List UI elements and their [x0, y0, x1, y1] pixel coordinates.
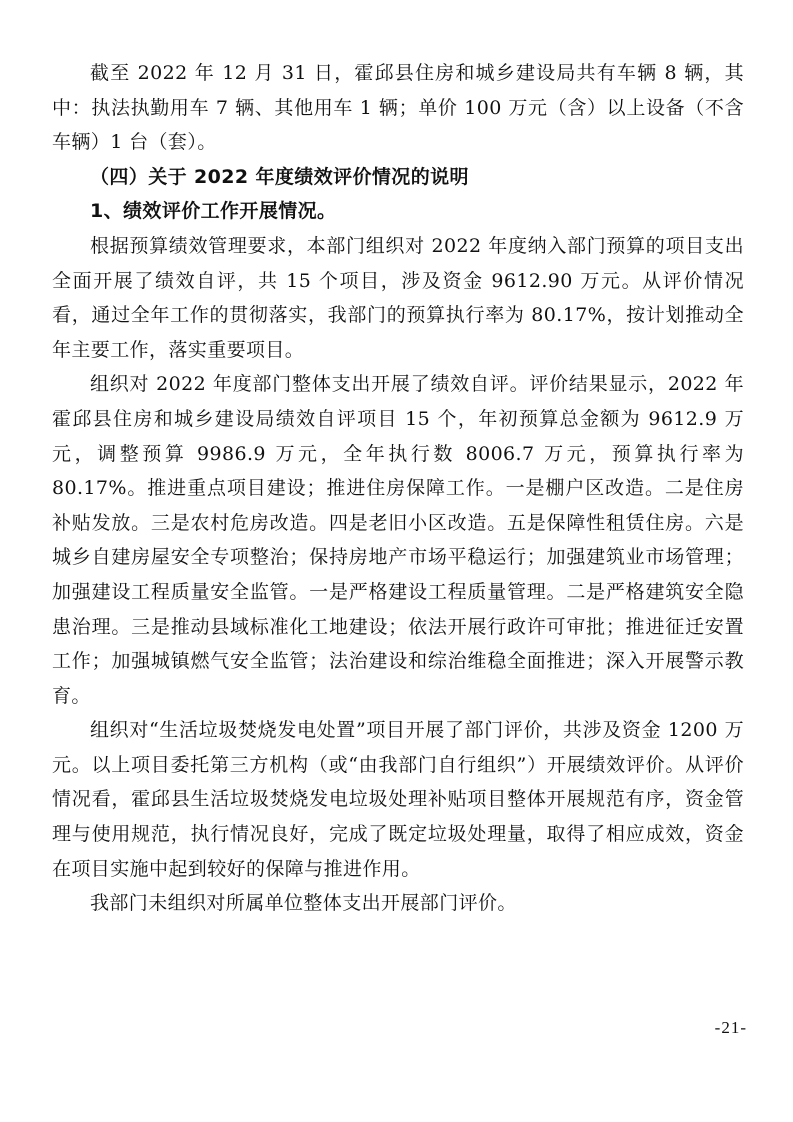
document-body: [52, 56, 744, 921]
paragraph-waste-project: 组织对“生活垃圾焚烧发电处置”项目开展了部门评价，共涉及资金 1200 万元。以上项目委托第三方机构（或“由我部门自行组织”）开展绩效评价。从评价情况看，霍邱县生活垃圾焚烧发电垃圾处理补贴项目整体开展规范有序，资金管理与使用规范，执行情况良好，完成了既定垃圾处理量，取得了相应成效，资金在项目实施中起到较好的保障与推进作用。: [52, 719, 744, 880]
paragraph-no-unit-evaluation: 我部门未组织对所属单位整体支出开展部门评价。: [90, 892, 517, 915]
subsection-heading-work: 1、绩效评价工作开展情况。: [90, 200, 337, 223]
page-number: -21-: [714, 1018, 747, 1037]
section-heading-performance: （四）关于 2022 年度绩效评价情况的说明: [90, 165, 469, 188]
paragraph-self-evaluation: 根据预算绩效管理要求，本部门组织对 2022 年度纳入部门预算的项目支出全面开展了绩效自评，共 15 个项目，涉及资金 9612.90 万元。从评价情况看，通过全年工作的贯彻落实，我部门的预算执行率为 80.17%，按计划推动全年主要工作，落实重要项目。: [52, 234, 744, 361]
paragraph-overall-expenditure: 组织对 2022 年度部门整体支出开展了绩效自评。评价结果显示，2022 年霍邱县住房和城乡建设局绩效自评项目 15 个，年初预算总金额为 9612.9 万元，调整预算 9986.9 万元，全年执行数 8006.7 万元，预算执行率为 80.17%。推进重点项目建设；推进住房保障工作。一是棚户区改造。二是住房补贴发放。三是农村危房改造。四是老旧小区改造。五是保障性租赁住房。六是城乡自建房屋安全专项整治；保持房地产市场平稳运行；加强建筑业市场管理；加强建设工程质量安全监管。一是严格建设工程质量管理。二是严格建筑安全隐患治理。三是推动县域标准化工地建设；依法开展行政许可审批；推进征迁安置工作；加强城镇燃气安全监管；法治建设和综治维稳全面推进；深入开展警示教育。: [52, 373, 744, 707]
paragraph-vehicles: 截至 2022 年 12 月 31 日，霍邱县住房和城乡建设局共有车辆 8 辆，其中：执法执勤用车 7 辆、其他用车 1 辆；单价 100 万元（含）以上设备（不含车辆）1 台（套）。: [52, 62, 744, 154]
